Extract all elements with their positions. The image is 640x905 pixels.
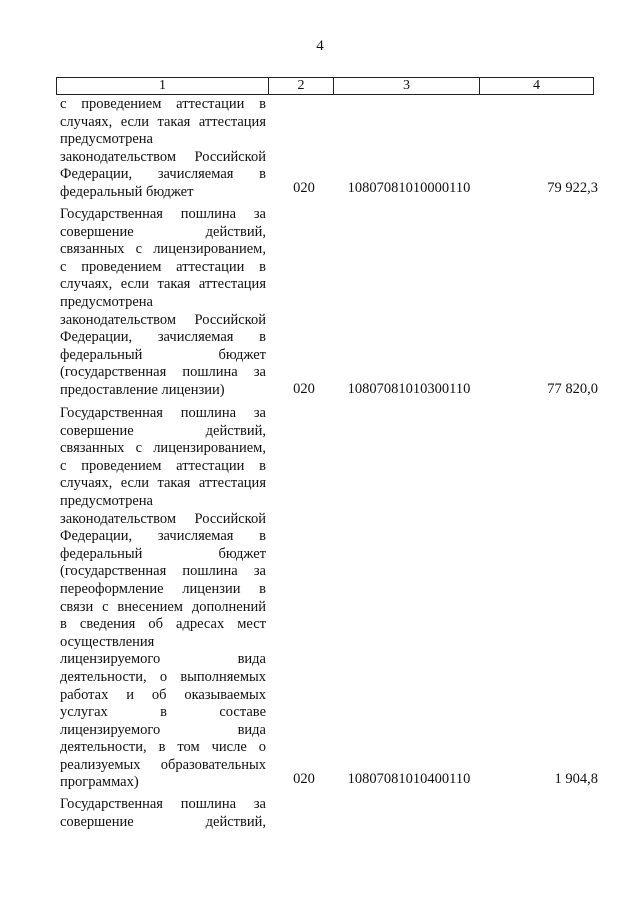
description-line: Федерации, зачисляемая в (60, 329, 266, 346)
description-line: связанных с лицензированием, (60, 241, 266, 258)
description-line: законодательством Российской (60, 148, 266, 165)
header-col-3: 3 (334, 78, 480, 94)
description-line: совершение действий, (60, 223, 266, 240)
description-line: в сведения об адресах мест (60, 616, 266, 633)
description-line: федеральный бюджет (60, 346, 266, 363)
description-line: Государственная пошлина за (60, 405, 266, 421)
row-code: 020 (293, 381, 315, 397)
description-line: лицензируемого вида (60, 651, 266, 668)
description-line: федеральный бюджет (60, 545, 266, 562)
description-line: законодательством Российской (60, 311, 266, 328)
row-description (60, 796, 266, 831)
description-line: связи с внесением дополнений (60, 598, 266, 615)
header-col-1: 1 (57, 78, 269, 94)
row-description (60, 405, 266, 792)
description-line: Федерации, зачисляемая в (60, 528, 266, 545)
description-line: осуществления (60, 633, 155, 650)
description-line: переоформление лицензии в (60, 580, 266, 597)
description-line: предоставление лицензии) (60, 381, 225, 398)
description-line: совершение действий, (60, 813, 266, 830)
description-line: услугах в составе (60, 704, 266, 721)
description-line: связанных с лицензированием, (60, 440, 266, 457)
row-description (60, 96, 266, 202)
description-line: работах и об оказываемых (60, 686, 266, 703)
row-description (60, 206, 266, 400)
description-line: Государственная пошлина за (60, 206, 266, 222)
description-line: деятельности, о выполняемых (60, 668, 266, 685)
description-line: совершение действий, (60, 422, 266, 439)
header-col-2: 2 (269, 78, 334, 94)
header-col-4: 4 (533, 78, 540, 93)
description-line: с проведением аттестации в (60, 457, 266, 474)
row-kbk: 10807081010400110 (347, 771, 471, 787)
description-line: программах) (60, 774, 139, 791)
description-line: законодательством Российской (60, 510, 266, 527)
row-kbk: 10807081010000110 (347, 180, 471, 196)
description-line: (государственная пошлина за (60, 563, 266, 580)
row-amount: 77 820,0 (547, 381, 598, 397)
description-line: предусмотрена (60, 492, 153, 509)
description-line: с проведением аттестации в (60, 96, 266, 112)
table-header (56, 77, 594, 95)
description-line: реализуемых образовательных (60, 756, 266, 773)
description-line: случаях, если такая аттестация (60, 276, 266, 293)
description-line: деятельности, в том числе о (60, 739, 266, 756)
description-line: Государственная пошлина за (60, 796, 266, 812)
description-line: предусмотрена (60, 293, 153, 310)
row-code: 020 (293, 180, 315, 196)
description-line: с проведением аттестации в (60, 258, 266, 275)
description-line: федеральный бюджет (60, 183, 194, 200)
description-line: случаях, если такая аттестация (60, 475, 266, 492)
description-line: лицензируемого вида (60, 721, 266, 738)
description-line: (государственная пошлина за (60, 364, 266, 381)
description-line: предусмотрена (60, 131, 153, 148)
row-kbk: 10807081010300110 (347, 381, 471, 397)
description-line: Федерации, зачисляемая в (60, 166, 266, 183)
page-number: 4 (316, 38, 324, 54)
description-line: случаях, если такая аттестация (60, 113, 266, 130)
row-amount: 79 922,3 (547, 180, 598, 196)
row-amount: 1 904,8 (554, 771, 598, 787)
row-code: 020 (293, 771, 315, 787)
